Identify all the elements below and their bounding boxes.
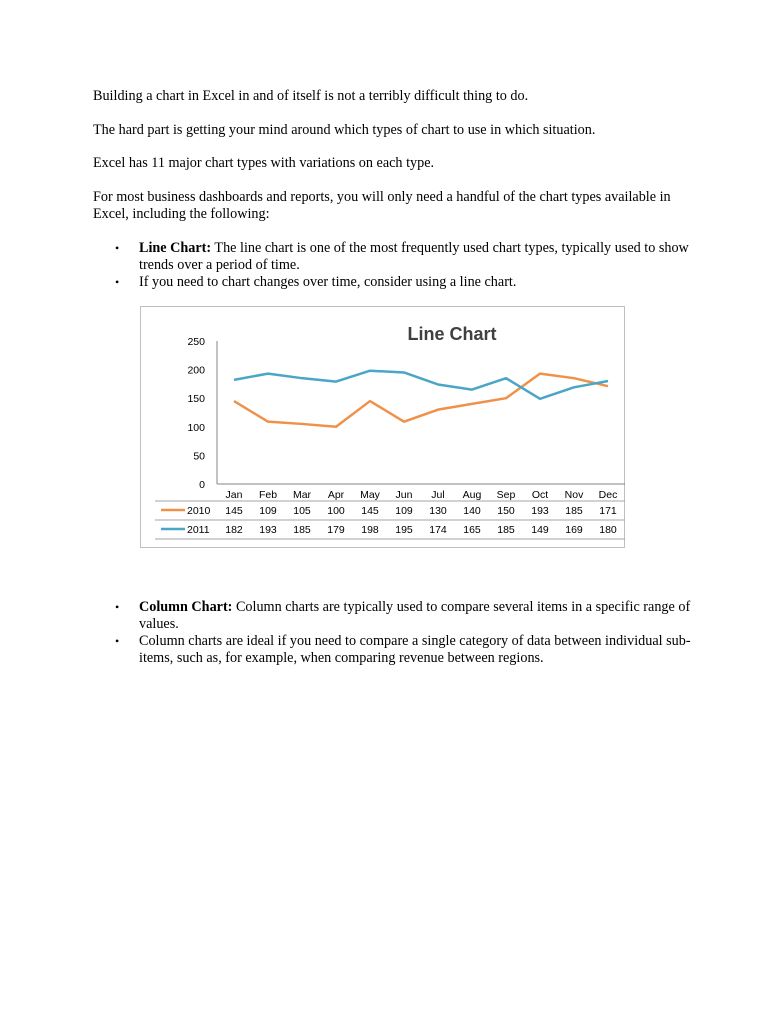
data-label: 149 [531,524,549,536]
list-item-text: If you need to chart changes over time, consider using a line chart. [139,274,517,290]
x-tick-label: Feb [258,489,278,501]
data-label: 109 [395,505,413,517]
data-label: 185 [565,505,583,517]
list-item [93,240,693,274]
x-tick-label: Mar [292,489,312,501]
list-item-bold-label: Column Chart: [139,599,233,615]
paragraph-intro: Building a chart in Excel in and of itself is not a terribly difficult thing to do. [93,88,529,104]
paragraph-hard-part: The hard part is getting your mind around which types of chart to use in which situation. [93,122,596,138]
data-label: 100 [327,505,345,517]
bullet-list-line-chart [93,240,693,291]
data-label: 145 [225,505,243,517]
list-item-text: The line chart is one of the most frequently used chart types, typically used to show trends over a period of time. [139,240,689,273]
list-item-bold-label: Line Chart: [139,240,212,256]
x-tick-label: Oct [531,489,549,501]
x-tick-label: Nov [564,489,584,501]
y-tick-label: 100 [187,421,205,434]
data-label: 179 [327,524,345,536]
chart-title: Line Chart [407,324,497,344]
bullet-icon: • [115,275,120,289]
y-tick-label: 250 [187,336,205,348]
y-tick-label: 0 [199,479,205,491]
list-item-text: Column charts are ideal if you need to compare a single category of data between individual sub-items, such as, for example, when comparing revenue between regions. [139,633,691,666]
series-line-2010 [234,374,608,427]
y-tick-label: 200 [187,364,205,377]
data-label: 150 [497,505,515,517]
data-label: 180 [599,524,617,536]
data-label: 109 [259,505,277,517]
x-tick-label: Apr [327,489,345,501]
x-tick-label: Jun [395,489,413,501]
data-label: 171 [599,505,617,517]
data-label: 185 [497,524,515,536]
list-item [93,599,693,633]
bullet-icon: • [115,600,120,614]
x-tick-label: May [360,489,380,501]
data-label: 140 [463,505,481,517]
x-tick-label: Aug [462,489,482,501]
data-label: 195 [395,524,413,536]
x-tick-label: Jul [431,489,445,501]
y-tick-label: 150 [187,393,205,406]
data-label: 145 [361,505,379,517]
x-tick-label: Sep [496,489,516,501]
data-label: 130 [429,505,447,517]
data-label: 169 [565,524,583,536]
paragraph-business-dashboards: For most business dashboards and reports, you will only need a handful of the chart types available in Excel, including the following: [93,189,671,222]
line-chart [140,306,625,548]
line-chart-canvas [141,307,626,549]
bullet-icon: • [115,241,120,255]
y-tick-label: 50 [193,450,205,463]
paragraph-chart-types: Excel has 11 major chart types with variations on each type. [93,155,435,171]
bullet-list-column-chart [93,599,693,667]
x-tick-label: Dec [598,489,618,501]
data-label: 193 [531,505,549,517]
list-item-text: Column charts are typically used to compare several items in a specific range of values. [139,599,691,632]
data-label: 174 [429,524,447,536]
list-item [93,633,693,667]
data-label: 182 [225,524,243,536]
list-item [93,274,693,291]
x-tick-label: Jan [225,489,243,501]
data-label: 165 [463,524,481,536]
bullet-icon: • [115,634,120,648]
legend-series-name: 2011 [187,524,210,536]
data-label: 105 [293,505,311,517]
data-label: 198 [361,524,379,536]
legend-series-name: 2010 [187,505,211,517]
data-label: 193 [259,524,277,536]
data-label: 185 [293,524,311,536]
